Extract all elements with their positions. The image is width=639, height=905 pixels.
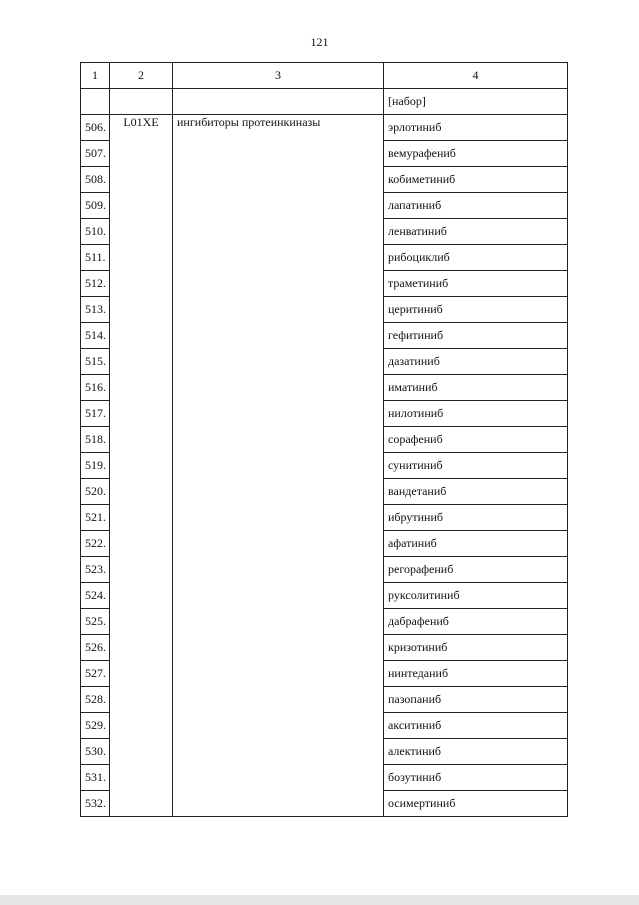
header-col-3: 3: [173, 63, 384, 89]
subheader-col-2: [110, 89, 173, 115]
header-row: [81, 63, 568, 89]
row-number: 518.: [81, 427, 110, 453]
drug-table: [80, 62, 568, 817]
drug-name: нинтеданиб: [384, 661, 568, 687]
drug-name: лапатиниб: [384, 193, 568, 219]
drug-name: эрлотиниб: [384, 115, 568, 141]
table-row: [81, 115, 568, 141]
drug-name: кризотиниб: [384, 635, 568, 661]
row-number: 527.: [81, 661, 110, 687]
subheader-col-3: [173, 89, 384, 115]
row-number: 514.: [81, 323, 110, 349]
row-number: 528.: [81, 687, 110, 713]
drug-name: руксолитиниб: [384, 583, 568, 609]
drug-name: афатиниб: [384, 531, 568, 557]
drug-name: траметиниб: [384, 271, 568, 297]
row-number: 529.: [81, 713, 110, 739]
row-number: 508.: [81, 167, 110, 193]
row-number: 525.: [81, 609, 110, 635]
drug-name: вандетаниб: [384, 479, 568, 505]
drug-name: регорафениб: [384, 557, 568, 583]
drug-name: дазатиниб: [384, 349, 568, 375]
row-number: 521.: [81, 505, 110, 531]
row-number: 506.: [81, 115, 110, 141]
drug-name: ленватиниб: [384, 219, 568, 245]
subheader-set-label: [набор]: [384, 89, 568, 115]
drug-name: иматиниб: [384, 375, 568, 401]
subheader-row: [81, 89, 568, 115]
header-col-1: 1: [81, 63, 110, 89]
drug-name: дабрафениб: [384, 609, 568, 635]
drug-name: церитиниб: [384, 297, 568, 323]
row-number: 524.: [81, 583, 110, 609]
drug-group: ингибиторы протеинкиназы: [173, 115, 384, 817]
drug-name: пазопаниб: [384, 687, 568, 713]
page-number: 121: [310, 35, 329, 49]
row-number: 515.: [81, 349, 110, 375]
drug-name: гефитиниб: [384, 323, 568, 349]
header-col-4: 4: [384, 63, 568, 89]
row-number: 517.: [81, 401, 110, 427]
drug-name: бозутиниб: [384, 765, 568, 791]
header-col-2: 2: [110, 63, 173, 89]
row-number: 511.: [81, 245, 110, 271]
drug-name: кобиметиниб: [384, 167, 568, 193]
atc-code: L01XE: [110, 115, 173, 817]
row-number: 522.: [81, 531, 110, 557]
row-number: 520.: [81, 479, 110, 505]
row-number: 513.: [81, 297, 110, 323]
drug-name: алектиниб: [384, 739, 568, 765]
drug-name: акситиниб: [384, 713, 568, 739]
table-body: [81, 89, 568, 817]
drug-name: ибрутиниб: [384, 505, 568, 531]
row-number: 509.: [81, 193, 110, 219]
drug-name: нилотиниб: [384, 401, 568, 427]
row-number: 519.: [81, 453, 110, 479]
row-number: 531.: [81, 765, 110, 791]
row-number: 526.: [81, 635, 110, 661]
drug-name: осимертиниб: [384, 791, 568, 817]
subheader-col-1: [81, 89, 110, 115]
row-number: 507.: [81, 141, 110, 167]
row-number: 523.: [81, 557, 110, 583]
scan-bottom-strip: [0, 895, 639, 905]
drug-name: сунитиниб: [384, 453, 568, 479]
row-number: 516.: [81, 375, 110, 401]
drug-name: вемурафениб: [384, 141, 568, 167]
drug-name: сорафениб: [384, 427, 568, 453]
row-number: 532.: [81, 791, 110, 817]
row-number: 530.: [81, 739, 110, 765]
row-number: 510.: [81, 219, 110, 245]
row-number: 512.: [81, 271, 110, 297]
drug-name: рибоциклиб: [384, 245, 568, 271]
